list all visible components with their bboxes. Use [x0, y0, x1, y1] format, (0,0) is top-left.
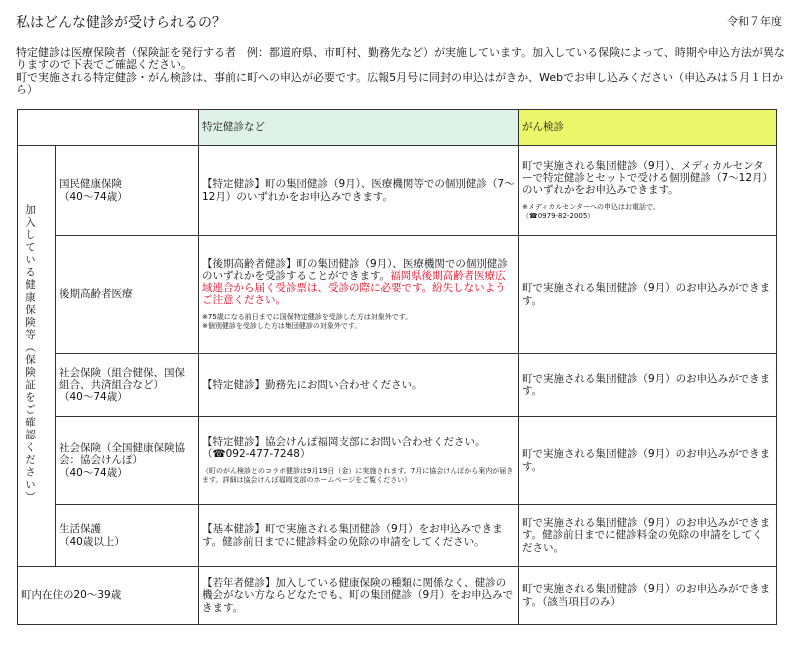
- tokutei-kouki-main: 【後期高齢者健診】町の集団健診（9月）、医療機関での個別健診のいずれかを受診することができます。: [202, 257, 508, 282]
- category-kyokai: [56, 417, 199, 505]
- table-row-kokuho: [18, 146, 777, 236]
- category-kokuho-name: 国民健康保険: [59, 178, 122, 191]
- category-seiho: [56, 505, 199, 567]
- table-row-kouki: [18, 236, 777, 354]
- tokutei-kouki-note-2: ※個別健診を受診した方は集団健診の対象外です。: [202, 322, 362, 331]
- category-seiho-age: （40歳以上）: [59, 535, 125, 548]
- tokutei-kyokai-note: （町のがん検診とのコラボ健診は9月19日（金）に実施されます。7月に協会けんぽから案内が届きます。詳細は協会けんぽ福岡支部のホームページをご覧ください）: [202, 467, 514, 485]
- category-shaho-age: （40～74歳）: [59, 391, 128, 404]
- gan-kokuho-note-2: （☎0979-82-2005）: [522, 212, 595, 221]
- tokutei-shaho: 【特定健診】勤務先にお問い合わせください。: [199, 354, 519, 417]
- category-kokuho: [56, 146, 199, 236]
- tokutei-kokuho: 【特定健診】町の集団健診（9月）、医療機関等での個別健診（7～12月）のいずれかをお申込みできます。: [199, 146, 519, 236]
- category-shaho-name: 社会保険（組合健保、国保組合、共済組合など）: [59, 366, 185, 391]
- gan-seiho: 町で実施される集団健診（9月）のお申込みができます。健診前日までに健診料金の免除の申請をしてください。: [519, 505, 777, 567]
- category-seiho-name: 生活保護: [59, 523, 101, 536]
- gan-kokuho-text: 町で実施される集団健診（9月）、メディカルセンターで特定健診とセットで受ける個別健診（7～12月）のいずれかをお申込みできます。: [522, 159, 768, 197]
- table-row-shaho: [18, 354, 777, 417]
- intro-line-2: 町で実施される特定健診・がん検診は、事前に町への申込が必要です。広報5月号に同封の申込はがきか、Webでお申し込みください（申込みは５月１日から）: [16, 70, 784, 97]
- category-kyokai-name: 社会保険（全国健康保険協会：協会けんぽ）: [59, 442, 185, 467]
- insurance-side-label-text: 加入している健康保険等（保険証をご確認ください）: [24, 204, 36, 505]
- fiscal-year: 令和７年度: [727, 15, 782, 28]
- header-gan: がん検診: [519, 110, 777, 146]
- category-kokuho-age: （40～74歳）: [59, 190, 128, 203]
- category-kouki: 後期高齢者医療: [56, 236, 199, 354]
- table-header-row: [18, 110, 777, 146]
- category-young: 町内在住の20～39歳: [18, 567, 199, 625]
- tokutei-young: 【若年者健診】加入している健康保険の種類に関係なく、健診の機会がない方ならどなたでも、町の集団健診（9月）をお申込みできます。: [199, 567, 519, 625]
- gan-shaho: 町で実施される集団健診（9月）のお申込みができます。: [519, 354, 777, 417]
- tokutei-kyokai: [199, 417, 519, 505]
- category-kyokai-age: （40～74歳）: [59, 466, 128, 479]
- table-row-kyokai: [18, 417, 777, 505]
- tokutei-kyokai-text: 【特定健診】協会けんぽ福岡支部にお問い合わせください。: [202, 435, 486, 448]
- tokutei-kouki-note-1: ※75歳になる前日までに国保特定健診を受診した方は対象外です。: [202, 313, 413, 322]
- gan-young: 町で実施される集団健診（9月）のお申込みができます。（該当項目のみ）: [519, 567, 777, 625]
- checkup-table: [17, 109, 777, 625]
- gan-kyokai: 町で実施される集団健診（9月）のお申込みができます。: [519, 417, 777, 505]
- header-blank: [18, 110, 199, 146]
- gan-kokuho: [519, 146, 777, 236]
- tokutei-kouki-text: [202, 258, 515, 307]
- category-shaho: [56, 354, 199, 417]
- tokutei-seiho: 【基本健診】町で実施される集団健診（9月）をお申込みできます。健診前日までに健診料金の免除の申請をしてください。: [199, 505, 519, 567]
- page-title: 私はどんな健診が受けられるの？: [16, 15, 226, 31]
- intro-line-1: 特定健診は医療保険者（保険証を発行する者 例：都道府県、市町村、勤務先など）が実施しています。加入している保険によって、時期や申込方法が異なりますので下表でご確認ください。: [16, 46, 785, 72]
- header-tokutei: 特定健診など: [199, 110, 519, 146]
- insurance-side-label: [18, 146, 56, 567]
- gan-kokuho-note-1: ※メディカルセンターへの申込はお電話で。: [522, 203, 660, 212]
- tokutei-kouki-warning: 福岡県後期高齢者医療広域連合から届く受診票は、受診の際に必要です。紛失しないようご注意ください。: [202, 269, 506, 307]
- table-row-seiho: [18, 505, 777, 567]
- intro-text: [16, 47, 786, 97]
- tokutei-kyokai-phone: （☎092-477-7248）: [202, 448, 311, 460]
- table-row-young: [18, 567, 777, 625]
- tokutei-kouki: [199, 236, 519, 354]
- gan-kouki: 町で実施される集団健診（9月）のお申込みができます。: [519, 236, 777, 354]
